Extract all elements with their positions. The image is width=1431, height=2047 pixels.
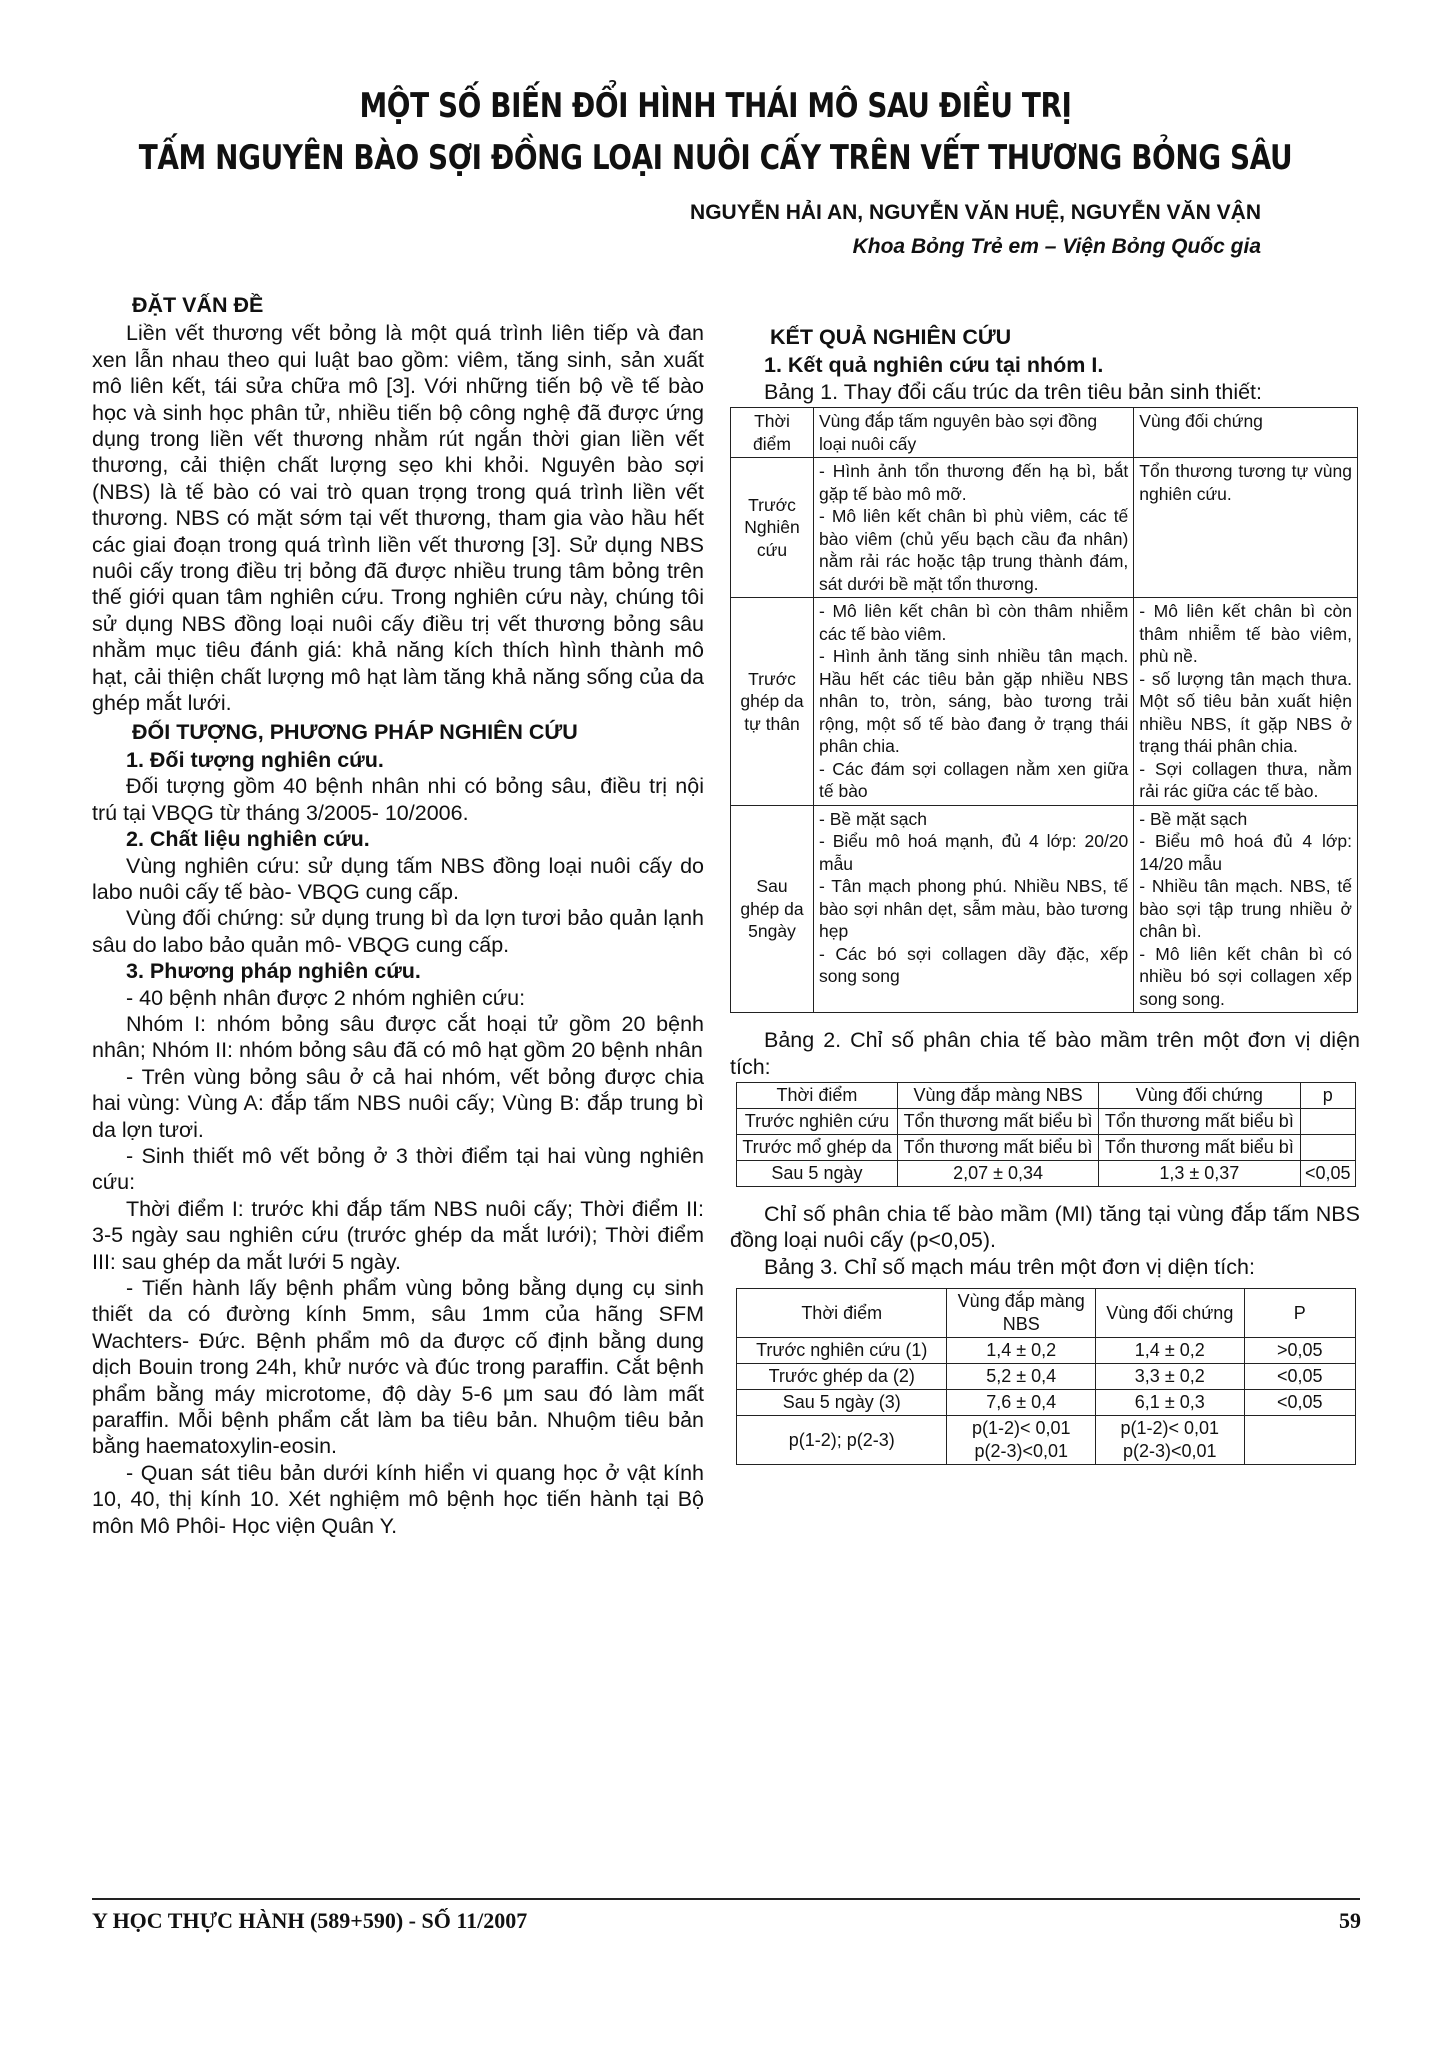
table2-header-study: Vùng đắp màng NBS <box>897 1083 1098 1109</box>
table-cell: 1,3 ± 0,37 <box>1099 1161 1300 1187</box>
intro-paragraph: Liền vết thương vết bỏng là một quá trình liên tiếp và đan xen lẫn nhau theo qui luật bao gồm: viêm, tăng sinh, sản xuất mô liên kết, tái sửa chữa mô [3]. Với những tiến bộ về tế bào học và sinh học phân tử, nhiều tiến bộ công nghệ đã được ứng dụng trong liền vết thương nhằm rút ngắn thời gian liền vết thương, cải thiện chất lượng sẹo khi khỏi. Nguyên bào sợi (NBS) là tế bào có vai trò quan trọng trong quá trình liền vết thương. NBS có mặt sớm tại vết thương, tham gia vào hầu hết các giai đoạn trong quá trình liền vết thương [3]. Sử dụng NBS nuôi cấy trong điều trị bỏng đã được nhiều trung tâm bỏng trên thế giới quan tâm nghiên cứu. Trong nghiên cứu này, chúng tôi sử dụng NBS đồng loại nuôi cấy điều trị vết thương bỏng sâu nhằm mục tiêu đánh giá: khả năng kích thích hình thành mô hạt, cải thiện chất lượng mô hạt làm tăng khả năng sống của da ghép mắt lưới. <box>92 321 704 716</box>
cell-line: p(1-2)< 0,01 <box>1120 1418 1220 1439</box>
table-cell: 1,4 ± 0,2 <box>1096 1338 1245 1364</box>
table-row <box>737 1109 1356 1135</box>
table-row <box>731 598 1358 806</box>
table-2 <box>736 1082 1356 1187</box>
subheading-results-group1: 1. Kết quả nghiên cứu tại nhóm I. <box>764 353 1104 378</box>
table-cell <box>1300 1109 1356 1135</box>
table1-study-cell <box>814 805 1134 1013</box>
author-block <box>690 196 1261 264</box>
paragraph-study-area: Vùng nghiên cứu: sử dụng tấm NBS đồng loại nuôi cấy do labo nuôi cấy tế bào- VBQG cung cấp. <box>92 853 704 904</box>
table-cell: Sau 5 ngày <box>737 1161 898 1187</box>
paragraph-control-area: Vùng đối chứng: sử dụng trung bì da lợn tươi bảo quản lạnh sâu do labo bảo quản mô- VBQG cung cấp. <box>92 906 704 957</box>
table-cell: p(1-2); p(2-3) <box>737 1416 947 1465</box>
right-column <box>730 324 1360 1465</box>
authors: NGUYỄN HẢI AN, NGUYỄN VĂN HUỆ, NGUYỄN VĂN VẬN <box>690 201 1261 224</box>
table-cell <box>1300 1135 1356 1161</box>
table-cell <box>1244 1416 1355 1465</box>
cell-line: - Sợi collagen thưa, nằm rải rác giữa các tế bào. <box>1139 758 1352 802</box>
cell-line: - Hình ảnh tổn thương đến hạ bì, bắt gặp tế bào mô mỡ. <box>819 461 1129 504</box>
table-cell: <0,05 <box>1244 1364 1355 1390</box>
table1-control-cell <box>1134 598 1358 806</box>
table-cell <box>1096 1416 1245 1465</box>
table-row <box>731 458 1358 598</box>
left-column <box>92 292 704 1539</box>
table1-time-cell: Trước Nghiên cứu <box>731 458 814 598</box>
table1-header-time: Thời điểm <box>731 408 814 458</box>
subheading-materials: 2. Chất liệu nghiên cứu. <box>126 827 370 852</box>
paragraph-group-desc: Nhóm I: nhóm bỏng sâu được cắt hoại tử gồm 20 bệnh nhân; Nhóm II: nhóm bỏng sâu đã có mô hạt gồm 20 bệnh nhân <box>92 1011 704 1063</box>
cell-line: p(2-3)<0,01 <box>974 1441 1068 1462</box>
cell-line: - Bề mặt sạch <box>819 808 927 829</box>
table-cell: Tổn thương mất biểu bì <box>1099 1135 1300 1161</box>
table1-caption: Bảng 1. Thay đổi cấu trúc da trên tiêu bản sinh thiết: <box>764 379 1263 404</box>
table2-caption: Bảng 2. Chỉ số phân chia tế bào mầm trên một đơn vị diện tích: <box>730 1028 1360 1079</box>
table-row <box>737 1364 1356 1390</box>
paragraph-subjects: Đối tượng gồm 40 bệnh nhân nhi có bỏng sâu, điều trị nội trú tại VBQG từ tháng 3/2005- 10/2006. <box>92 774 704 825</box>
subheading-methods: 3. Phương pháp nghiên cứu. <box>126 959 421 984</box>
paragraph-groups: - 40 bệnh nhân được 2 nhóm nghiên cứu: <box>126 985 526 1010</box>
table-cell: 3,3 ± 0,2 <box>1096 1364 1245 1390</box>
paragraph-zones: - Trên vùng bỏng sâu ở cả hai nhóm, vết bỏng được chia hai vùng: Vùng A: đắp tấm NBS nuôi cấy; Vùng B: đắp trung bì da lợn tươi. <box>92 1064 704 1142</box>
cell-line: - Tân mạch phong phú. Nhiều NBS, tế bào sợi nhân dẹt, sẫm màu, bào tương hẹp <box>819 876 1129 942</box>
table-3 <box>736 1288 1356 1465</box>
cell-line: - Mô liên kết chân bì phù viêm, các tế bào viêm (chủ yếu bạch cầu đa nhân) nằm rải rác hoặc tập trung thành đám, sát dưới bề mặt tổn thương. <box>819 506 1129 594</box>
table-cell: Trước mổ ghép da <box>737 1135 898 1161</box>
table-cell: 7,6 ± 0,4 <box>947 1390 1096 1416</box>
table1-header-control: Vùng đối chứng <box>1134 408 1358 458</box>
cell-line: Tổn thương tương tự vùng nghiên cứu. <box>1139 461 1352 504</box>
table1-header-row <box>731 408 1358 458</box>
heading-intro: ĐẶT VẤN ĐỀ <box>132 293 264 317</box>
cell-line: - Hình ảnh tăng sinh nhiều tân mạch. Hầu hết các tiêu bản gặp nhiều NBS nhân to, tròn, sáng, bào tương trải rộng, một số tế bào đang ở trạng thái phân chia. <box>819 646 1129 757</box>
table-row <box>737 1416 1356 1465</box>
table-row <box>737 1338 1356 1364</box>
table-cell: Trước ghép da (2) <box>737 1364 947 1390</box>
footer-divider <box>92 1898 1360 1900</box>
table3-header-row <box>737 1289 1356 1338</box>
table-cell: >0,05 <box>1244 1338 1355 1364</box>
heading-results: KẾT QUẢ NGHIÊN CỨU <box>770 325 1012 349</box>
cell-line: - Các bó sợi collagen dầy đặc, xếp song song <box>819 943 1129 987</box>
cell-line: - Biểu mô hoá đủ 4 lớp: 14/20 mẫu <box>1139 831 1352 874</box>
table-cell: 2,07 ± 0,34 <box>897 1161 1098 1187</box>
cell-line: p(2-3)<0,01 <box>1122 1441 1217 1462</box>
journal-footer: Y HỌC THỰC HÀNH (589+590) - SỐ 11/2007 <box>92 1908 528 1933</box>
table3-caption: Bảng 3. Chỉ số mạch máu trên một đơn vị diện tích: <box>764 1254 1255 1279</box>
table-row <box>731 805 1358 1013</box>
cell-line: - số lượng tân mạch thưa. Một số tiêu bản xuất hiện nhiều NBS, ít gặp NBS ở trạng thái phân chia. <box>1139 668 1352 757</box>
subheading-subjects: 1. Đối tượng nghiên cứu. <box>126 747 384 772</box>
paragraph-procedure: - Tiến hành lấy bệnh phẩm vùng bỏng bằng dụng cụ sinh thiết da có đường kính 5mm, sâu 1mm của hãng SFM Wachters- Đức. Bệnh phẩm mô da được cố định bằng dung dịch Bouin trong 24h, khử nước và đúc trong paraffin. Cắt bệnh phẩm bằng máy microtome, độ dày 5-6 µm sau đó làm mất paraffin. Mỗi bệnh phẩm cắt làm ba tiêu bản. Nhuộm tiêu bản bằng haematoxylin-eosin. <box>92 1276 704 1459</box>
table-row <box>737 1390 1356 1416</box>
table3-header-time: Thời điểm <box>737 1289 947 1338</box>
affiliation: Khoa Bỏng Trẻ em – Viện Bỏng Quốc gia <box>852 235 1261 258</box>
table-cell: 6,1 ± 0,3 <box>1096 1390 1245 1416</box>
table-cell <box>947 1416 1096 1465</box>
table-row <box>737 1161 1356 1187</box>
table3-header-p: P <box>1244 1289 1355 1338</box>
cell-line: - Các đám sợi collagen nằm xen giữa tế bào <box>819 758 1129 802</box>
table-cell: 1,4 ± 0,2 <box>947 1338 1096 1364</box>
cell-line: - Mô liên kết chân bì còn thâm nhiễm tế bào viêm, phù nề. <box>1139 601 1352 667</box>
cell-line: - Biểu mô hoá mạnh, đủ 4 lớp: 20/20 mẫu <box>819 831 1129 874</box>
title-line-1: MỘT SỐ BIẾN ĐỔI HÌNH THÁI MÔ SAU ĐIỀU TRỊ <box>359 86 1072 126</box>
table-cell: Trước nghiên cứu <box>737 1109 898 1135</box>
table-cell: 5,2 ± 0,4 <box>947 1364 1096 1390</box>
cell-line: - Mô liên kết chân bì có nhiều bó sợi collagen xếp song song. <box>1139 943 1352 1009</box>
paragraph-biopsy: - Sinh thiết mô vết bỏng ở 3 thời điểm tại hai vùng nghiên cứu: <box>92 1144 704 1195</box>
mi-result-paragraph: Chỉ số phân chia tế bào mầm (MI) tăng tại vùng đắp tấm NBS đồng loại nuôi cấy (p<0,05). <box>730 1202 1360 1253</box>
table1-time-cell: Sau ghép da 5ngày <box>731 805 814 1013</box>
table3-header-control: Vùng đối chứng <box>1096 1289 1245 1338</box>
cell-line: - Bề mặt sạch <box>1139 808 1248 829</box>
cell-line: - Mô liên kết chân bì còn thâm nhiễm các tế bào viêm. <box>819 601 1129 644</box>
title-line-2: TẤM NGUYÊN BÀO SỢI ĐỒNG LOẠI NUÔI CẤY TRÊN VẾT THƯƠNG BỎNG SÂU <box>138 138 1293 178</box>
paragraph-microscopy: - Quan sát tiêu bản dưới kính hiển vi quang học ở vật kính 10, 40, thị kính 10. Xét nghiệm mô bệnh học tiến hành tại Bộ môn Mô Phôi- Học viện Quân Y. <box>92 1460 704 1538</box>
table-cell: Sau 5 ngày (3) <box>737 1390 947 1416</box>
table2-header-p: p <box>1300 1083 1356 1109</box>
table-row <box>737 1135 1356 1161</box>
table-cell: <0,05 <box>1300 1161 1356 1187</box>
table-cell: Tổn thương mất biểu bì <box>897 1135 1098 1161</box>
table1-study-cell <box>814 598 1134 806</box>
table-cell: <0,05 <box>1244 1390 1355 1416</box>
table1-control-cell <box>1134 458 1358 598</box>
table1-time-cell: Trước ghép da tự thân <box>731 598 814 806</box>
table3-header-study: Vùng đắp màng NBS <box>947 1289 1096 1338</box>
cell-line: - Nhiều tân mạch. NBS, tế bào sợi tập trung nhiều ở chân bì. <box>1139 876 1352 942</box>
page-number: 59 <box>1339 1908 1361 1933</box>
table-cell: Tổn thương mất biểu bì <box>1099 1109 1300 1135</box>
table2-header-time: Thời điểm <box>737 1083 898 1109</box>
table1-study-cell <box>814 458 1134 598</box>
table-cell: Trước nghiên cứu (1) <box>737 1338 947 1364</box>
paragraph-timepoints: Thời điểm I: trước khi đắp tấm NBS nuôi cấy; Thời điểm II: 3-5 ngày sau nghiên cứu (trước ghép da mắt lưới); Thời điểm III: sau ghép da mắt lưới 5 ngày. <box>92 1196 704 1274</box>
table2-header-row <box>737 1083 1356 1109</box>
article-title <box>129 80 1302 184</box>
cell-line: p(1-2)< 0,01 <box>971 1418 1071 1439</box>
table1-control-cell <box>1134 805 1358 1013</box>
table-cell: Tổn thương mất biểu bì <box>897 1109 1098 1135</box>
table1-header-study: Vùng đắp tấm nguyên bào sợi đồng loại nuôi cấy <box>814 408 1134 458</box>
heading-methods: ĐỐI TƯỢNG, PHƯƠNG PHÁP NGHIÊN CỨU <box>132 719 578 744</box>
table-1 <box>730 407 1358 1013</box>
table2-header-control: Vùng đối chứng <box>1099 1083 1300 1109</box>
